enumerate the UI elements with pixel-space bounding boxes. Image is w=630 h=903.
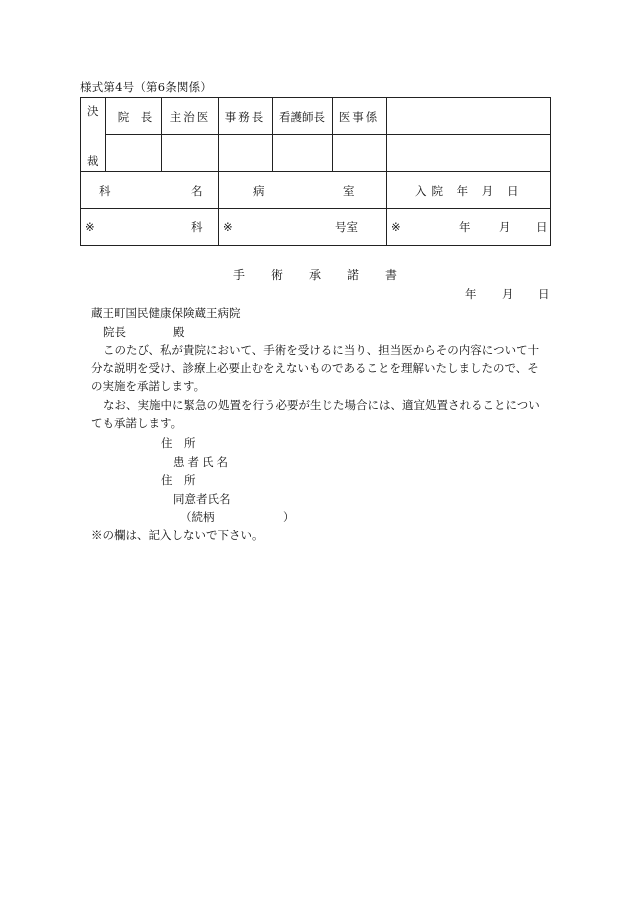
office-use-mark: ※ [223,220,233,234]
admission-info-table [80,172,551,246]
relationship-close: ） [283,510,295,524]
approval-label-top: 決 [87,104,99,118]
office-use-mark: ※ [391,220,401,234]
approval-row-divider [105,134,550,135]
paragraph-1-line-1: このたび、私が貴院において、手術を受けるに当り、担当医からその内容について十 [103,343,540,357]
info-row-divider [81,208,550,209]
ward-label: 病 [253,184,265,198]
department-label: 科 [99,184,111,198]
document-title [0,268,630,282]
role-office-manager: 事務長 [224,110,266,124]
patient-address-label: 住 所 [161,436,196,450]
paragraph-1-line-2: 分な説明を受け、診療上必要止むをえないものであることを理解いたしましたので、そ [91,361,539,375]
department-field-label: 科 [191,220,203,234]
role-head-nurse: 看護師長 [279,110,325,124]
hospital-name: 蔵王町国民健康保険蔵王病院 [91,306,241,320]
honorific: 殿 [173,325,185,339]
title-char: 術 [270,268,283,282]
patient-name-label: 患者氏名 [173,455,231,469]
role-director: 院 長 [117,110,153,124]
date-year: 年 [465,287,477,301]
year-label: 年 [459,220,471,234]
consenter-address-label: 住 所 [161,473,196,487]
director-title: 院長 [103,325,126,339]
role-medical-affairs: 医事係 [338,110,380,124]
role-attending-physician: 主治医 [169,110,211,124]
date-day: 日 [538,287,550,301]
title-char: 書 [385,268,398,282]
form-number: 様式第4号（第6条関係） [80,80,213,94]
paragraph-2-line-1: なお、実施中に緊急の処置を行う必要が生じた場合には、適宜処置されることについ [103,398,540,412]
approval-label-bottom: 裁 [87,154,99,168]
consenter-name-label: 同意者氏名 [173,492,231,506]
title-char: 諾 [347,268,360,282]
room-number-label: 号室 [335,220,358,234]
office-use-mark: ※ [85,220,95,234]
month-label: 月 [499,220,511,234]
room-label: 室 [343,184,355,198]
paragraph-2-line-2: ても承諾します。 [91,416,183,430]
title-char: 手 [232,268,245,282]
office-use-note: ※の欄は、記入しないで下さい。 [91,528,264,542]
title-char: 承 [308,268,321,282]
name-label: 名 [191,184,203,198]
approval-table [80,97,551,172]
paragraph-1-line-3: の実施を承諾します。 [91,379,206,393]
day-label: 日 [536,220,548,234]
relationship-open: （続柄 [180,510,215,524]
admission-date-label: 入院 年 月 日 [415,184,524,198]
date-month: 月 [502,287,514,301]
